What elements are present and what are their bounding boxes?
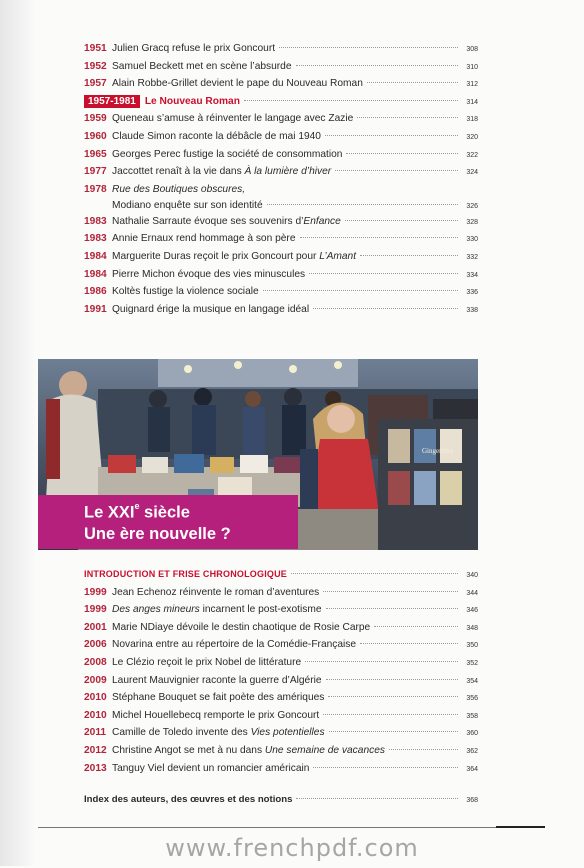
- toc-year: 2013: [84, 762, 107, 774]
- toc-page-number: 340: [466, 572, 478, 579]
- toc-entry[interactable]: [84, 40, 478, 58]
- toc-title: [112, 248, 356, 266]
- dot-leader: [346, 153, 458, 154]
- toc-title: Annie Ernaux rend hommage à son père: [112, 233, 296, 245]
- century-superscript: e: [134, 501, 140, 511]
- toc-page-number: 356: [466, 695, 478, 703]
- toc-page-number: 338: [466, 306, 478, 314]
- dot-leader: [360, 255, 458, 256]
- toc-page-number: 314: [466, 98, 478, 106]
- toc-title: Marie NDiaye dévoile le destin chaotique de Rosie Carpe: [112, 621, 371, 633]
- toc-year: 2006: [84, 639, 107, 651]
- toc-title: [112, 742, 385, 760]
- toc-entry[interactable]: [84, 75, 478, 93]
- toc-title-text: Jaccottet renaît à la vie dans: [112, 166, 245, 178]
- toc-title: Jean Echenoz réinvente le roman d’aventures: [112, 586, 320, 598]
- toc-entry[interactable]: [84, 283, 478, 301]
- section-year-badge: 1957-1981: [84, 95, 140, 108]
- dot-leader: [263, 290, 458, 291]
- toc-page-number: 352: [466, 659, 478, 667]
- toc-entry[interactable]: [84, 707, 478, 725]
- toc-title-line2: Modiano enquête sur son identité: [112, 199, 263, 211]
- section-title: Le Nouveau Roman: [144, 95, 240, 107]
- toc-entry[interactable]: [84, 181, 478, 213]
- toc-page-number: 322: [466, 151, 478, 159]
- dot-leader: [279, 47, 458, 48]
- toc-title: Koltès fustige la violence sociale: [112, 286, 259, 298]
- dot-leader: [374, 626, 458, 627]
- toc-entry[interactable]: [84, 58, 478, 76]
- toc-title: Quignard érige la musique en langage idéal: [112, 303, 310, 315]
- toc-page-number: 324: [466, 169, 478, 177]
- toc-title-work: À la lumière d’hiver: [244, 166, 332, 178]
- toc-entry[interactable]: [84, 724, 478, 742]
- toc-title-text: Camille de Toledo invente des: [112, 727, 251, 739]
- toc-page-number: 364: [466, 765, 478, 773]
- toc-page-number: 348: [466, 624, 478, 632]
- toc-title: Pierre Michon évoque des vies minuscules: [112, 268, 306, 280]
- toc-year: 1978: [84, 183, 107, 195]
- toc-page-number: 310: [466, 63, 478, 71]
- toc-year: 2010: [84, 709, 107, 721]
- toc-year: 1983: [84, 215, 107, 227]
- toc-page-number: 320: [466, 133, 478, 141]
- toc-title: Tanguy Viel devient un romancier américain: [112, 762, 310, 774]
- section-title-line1: [84, 498, 231, 524]
- photo-book-sign: Gingembre: [422, 447, 454, 455]
- dot-leader: [328, 696, 458, 697]
- dot-leader: [335, 170, 458, 171]
- toc-page-number: 344: [466, 589, 478, 597]
- toc-title: Queneau s’amuse à réinventer le langage avec Zazie: [112, 113, 354, 125]
- toc-page-number: 346: [466, 607, 478, 615]
- toc-year: 2012: [84, 744, 107, 756]
- toc-title: Michel Houellebecq remporte le prix Goncourt: [112, 709, 320, 721]
- dot-leader: [291, 573, 458, 574]
- toc-entry[interactable]: [84, 601, 478, 619]
- toc-page-number: 358: [466, 712, 478, 720]
- dot-leader: [305, 661, 458, 662]
- toc-year: 1951: [84, 43, 107, 54]
- toc-section-nouveau-roman[interactable]: [84, 93, 478, 111]
- toc-entry[interactable]: [84, 760, 478, 778]
- toc-year: 1999: [84, 604, 107, 616]
- toc-title-work: Rue des Boutiques obscures,: [112, 183, 246, 195]
- toc-page-number: 336: [466, 289, 478, 297]
- index-title: Index des auteurs, des œuvres et des notions: [84, 794, 293, 805]
- toc-page-number: 308: [466, 46, 478, 53]
- toc-title-text: Nathalie Sarraute évoque ses souvenirs d’: [112, 215, 304, 227]
- toc-title: Laurent Mauvignier raconte la guerre d’Algérie: [112, 674, 322, 686]
- dot-leader: [313, 308, 458, 309]
- toc-entry[interactable]: [84, 266, 478, 284]
- toc-title: [112, 181, 245, 199]
- toc-year: 2001: [84, 621, 107, 633]
- dot-leader: [357, 117, 458, 118]
- toc-year: 2009: [84, 674, 107, 686]
- toc-title: [112, 213, 341, 231]
- dot-leader: [244, 100, 458, 101]
- toc-year: 1986: [84, 286, 107, 298]
- toc-entry[interactable]: [84, 146, 478, 164]
- toc-title: Le Clézio reçoit le prix Nobel de littérature: [112, 656, 302, 668]
- toc-entry[interactable]: [84, 654, 478, 672]
- toc-title: Alain Robbe-Grillet devient le pape du Nouveau Roman: [112, 78, 363, 90]
- toc-title: Georges Perec fustige la société de consommation: [112, 148, 343, 160]
- toc-20th-century: [84, 40, 478, 318]
- toc-title: [112, 724, 325, 742]
- toc-entry[interactable]: [84, 213, 478, 231]
- toc-year: 1983: [84, 233, 107, 245]
- toc-21st-century: [84, 566, 478, 777]
- toc-entry[interactable]: [84, 230, 478, 248]
- dot-leader: [267, 204, 458, 205]
- toc-title-work: Vies potentielles: [250, 727, 325, 739]
- dot-leader: [326, 679, 458, 680]
- dot-leader: [323, 714, 458, 715]
- toc-page-number: 334: [466, 271, 478, 279]
- toc-page-number: 360: [466, 730, 478, 738]
- toc-year: 1960: [84, 130, 107, 142]
- toc-title-text: Christine Angot se met à nu dans: [112, 744, 265, 756]
- toc-entry[interactable]: [84, 742, 478, 760]
- toc-page-number: 350: [466, 642, 478, 650]
- toc-title: Novarina entre au répertoire de la Comédie-Française: [112, 639, 357, 651]
- toc-year: 2011: [84, 727, 107, 739]
- dot-leader: [329, 731, 458, 732]
- toc-year: 1952: [84, 60, 107, 72]
- toc-page-number: 312: [466, 81, 478, 89]
- dot-leader: [389, 749, 458, 750]
- toc-title: Claude Simon raconte la débâcle de mai 1940: [112, 130, 321, 142]
- toc-page-number: 326: [466, 202, 478, 210]
- dot-leader: [296, 65, 458, 66]
- toc-entry[interactable]: [84, 584, 478, 602]
- watermark: www.frenchpdf.com: [165, 834, 419, 862]
- toc-entry[interactable]: [84, 619, 478, 637]
- dot-leader: [367, 82, 458, 83]
- toc-title-work: L’Amant: [319, 250, 357, 262]
- dot-leader: [309, 273, 458, 274]
- toc-entry[interactable]: [84, 248, 478, 266]
- section-title-text: Le XXI: [84, 503, 135, 522]
- dot-leader: [300, 237, 459, 238]
- toc-title: Samuel Beckett met en scène l’absurde: [112, 60, 292, 72]
- toc-title: [112, 163, 331, 181]
- toc-year: 1984: [84, 250, 107, 262]
- section-title-21st-century: [84, 498, 231, 545]
- toc-year: 1977: [84, 166, 107, 178]
- toc-title-work: Une semaine de vacances: [264, 744, 385, 756]
- toc-title-text: Marguerite Duras reçoit le prix Goncourt pour: [112, 250, 320, 262]
- toc-year: 1957: [84, 78, 107, 90]
- dot-leader: [325, 135, 458, 136]
- toc-entry[interactable]: [84, 301, 478, 319]
- dot-leader: [360, 643, 458, 644]
- toc-entry[interactable]: [84, 672, 478, 690]
- toc-entry[interactable]: [84, 163, 478, 181]
- section-title-text: siècle: [139, 503, 190, 522]
- book-spine-shadow: [0, 0, 36, 866]
- toc-page-number: 362: [466, 747, 478, 755]
- toc-title: [112, 601, 322, 619]
- toc-intro-entry[interactable]: [84, 566, 478, 584]
- dot-leader: [313, 767, 458, 768]
- dot-leader: [296, 798, 458, 799]
- toc-title-work: Enfance: [303, 215, 341, 227]
- toc-year: 1999: [84, 586, 107, 598]
- dot-leader: [345, 220, 458, 221]
- dot-leader: [326, 608, 458, 609]
- toc-page-number: 354: [466, 677, 478, 685]
- intro-title: INTRODUCTION ET FRISE CHRONOLOGIQUE: [84, 569, 288, 579]
- toc-page-number: 368: [466, 797, 478, 804]
- toc-entry[interactable]: [84, 689, 478, 707]
- toc-year: 1965: [84, 148, 107, 160]
- toc-entry[interactable]: [84, 110, 478, 128]
- toc-entry[interactable]: [84, 636, 478, 654]
- toc-year: 1959: [84, 113, 107, 125]
- toc-page-number: 332: [466, 253, 478, 261]
- toc-year: 2010: [84, 692, 107, 704]
- dot-leader: [323, 591, 458, 592]
- toc-title-text: incarnent le post-exotisme: [199, 604, 322, 616]
- toc-page-number: 328: [466, 218, 478, 226]
- toc-year: 1984: [84, 268, 107, 280]
- toc-page-number: 330: [466, 236, 478, 244]
- toc-entry[interactable]: [84, 128, 478, 146]
- toc-index-entry[interactable]: [84, 791, 478, 809]
- toc-year: 1991: [84, 303, 107, 315]
- section-title-line2: Une ère nouvelle ?: [84, 524, 231, 543]
- toc-title: Stéphane Bouquet se fait poète des amériques: [112, 692, 325, 704]
- toc-year: 2008: [84, 656, 107, 668]
- toc-title-work: Des anges mineurs: [112, 604, 200, 616]
- toc-title: Julien Gracq refuse le prix Goncourt: [112, 43, 276, 54]
- toc-page-number: 318: [466, 116, 478, 124]
